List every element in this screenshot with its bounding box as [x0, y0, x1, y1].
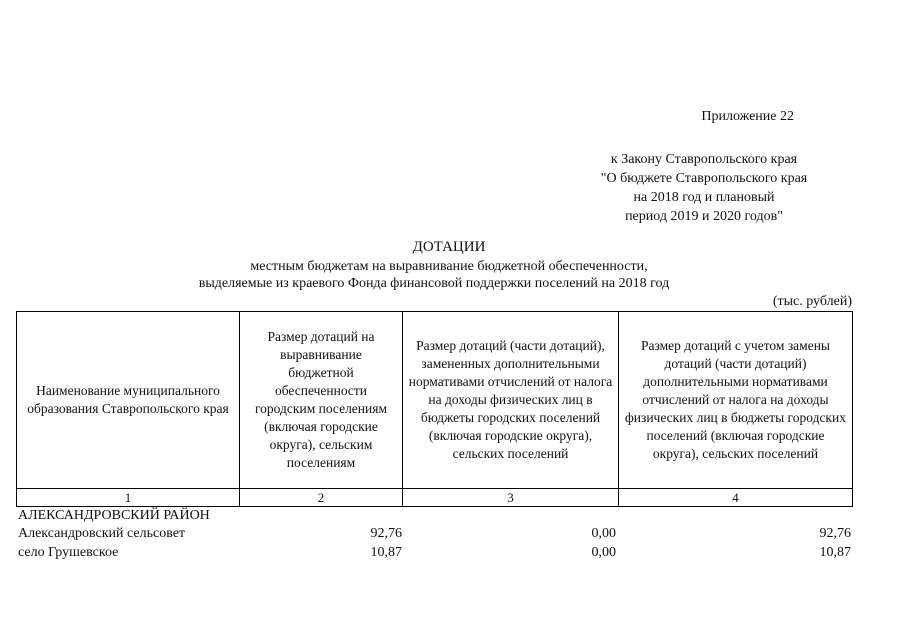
row-name: Александровский сельсовет	[18, 526, 186, 541]
header-cell: Наименование муниципального образования Ставропольского края	[17, 312, 240, 489]
row-value-col3: 0,00	[591, 545, 616, 560]
document-subtitle: местным бюджетам на выравнивание бюджетной обеспеченности,	[250, 259, 648, 274]
column-number: 2	[240, 489, 403, 507]
row-value-col3: 0,00	[591, 526, 616, 541]
row-value-col2: 92,76	[370, 526, 402, 541]
appendix-label: Приложение 22	[701, 109, 794, 124]
header-cell: Размер дотаций (части дотаций), замененных дополнительными нормативами отчислений от налога на доходы физических лиц в бюджеты городских поселений (включая городские округа), сельских поселений	[403, 312, 619, 489]
law-line: "О бюджете Ставропольского края	[600, 171, 808, 186]
column-number: 1	[17, 489, 240, 507]
row-name: село Грушевское	[18, 545, 119, 560]
units-label: (тыс. рублей)	[772, 294, 852, 309]
header-cell: Размер дотаций с учетом замены дотаций (части дотаций) дополнительными нормативами отчислений от налога на доходы физических лиц в бюджеты городских поселений (включая городские округа), сельских поселений	[619, 312, 853, 489]
table-header-row	[17, 312, 853, 489]
dotations-table	[16, 311, 853, 507]
column-number: 4	[619, 489, 853, 507]
law-reference	[554, 150, 854, 226]
table-number-row	[17, 489, 853, 507]
row-value-col2: 10,87	[370, 545, 402, 560]
document-subtitle: выделяемые из краевого Фонда финансовой поддержки поселений на 2018 год	[198, 276, 670, 291]
law-line: к Закону Ставропольского края	[610, 152, 798, 167]
law-line: на 2018 год и плановый	[633, 190, 775, 205]
law-line: период 2019 и 2020 годов"	[625, 209, 783, 224]
row-value-col4: 10,87	[819, 545, 851, 560]
section-heading: АЛЕКСАНДРОВСКИЙ РАЙОН	[18, 508, 210, 523]
header-cell: Размер дотаций на выравнивание бюджетной обеспеченности городским поселениям (включая городские округа), сельским поселениям	[240, 312, 403, 489]
row-value-col4: 92,76	[819, 526, 851, 541]
column-number: 3	[403, 489, 619, 507]
document-title: ДОТАЦИИ	[412, 239, 486, 255]
